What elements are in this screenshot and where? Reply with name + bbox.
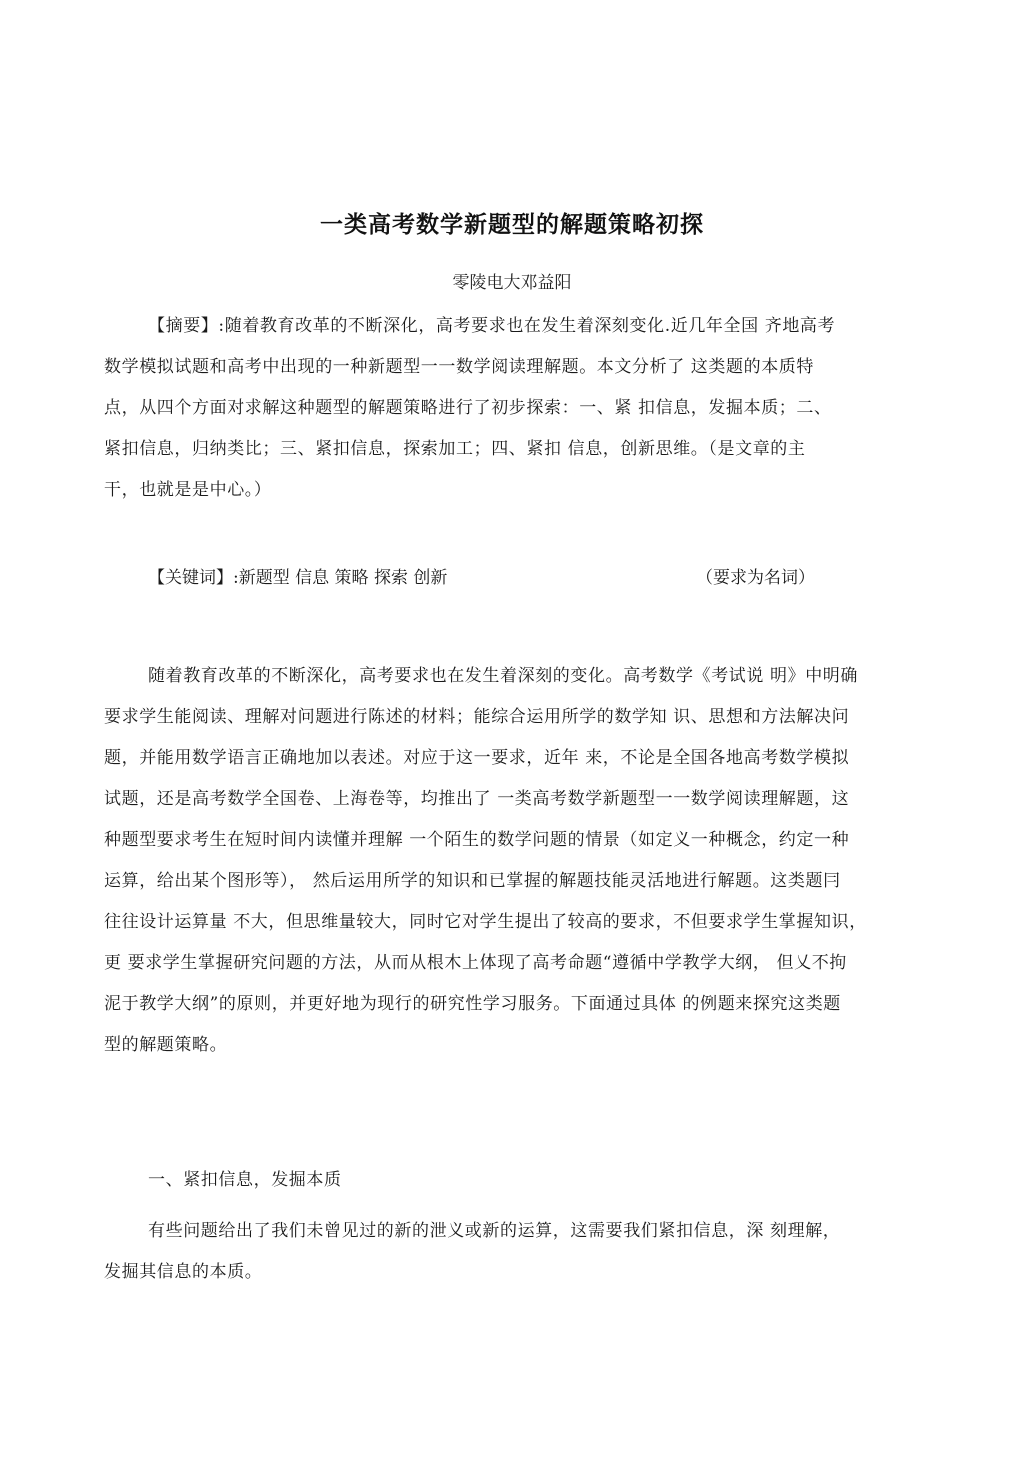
keywords-note: （要求为名词）: [696, 568, 815, 588]
abstract-line: 干，也就是是中心。）: [104, 480, 272, 500]
section-heading-text: 一、紧扣信息，发掘本质: [148, 1170, 342, 1190]
body-line: 型的解题策略。: [104, 1035, 228, 1055]
document-title: 一类高考数学新题型的解题策略初探: [320, 212, 704, 238]
body-line: 题，并能用数学语言正确地加以表述。对应于这一要求，近年 来，不论是全国各地高考数学模拟: [104, 748, 850, 768]
body-line: 更 要求学生掌握研究问题的方法，从而从根木上体现了高考命题“遵循中学教学大纲， 但乂不拘: [104, 953, 847, 973]
author-line: 零陵电大邓益阳: [452, 273, 572, 293]
abstract-line: 【摘要】:随着教育改革的不断深化，高考要求也在发生着深刻变化.近几年全国 齐地高考: [148, 316, 836, 336]
body-line: 试题，还是高考数学全国卷、上海卷等，均推出了 一类高考数学新题型一一数学阅读理解题，这: [104, 789, 850, 809]
section-line: 有些问题给出了我们未曾见过的新的泄义或新的运算，这需要我们紧扣信息，深 刻理解，: [148, 1221, 841, 1241]
body-line: 随着教育改革的不断深化，高考要求也在发生着深刻的变化。高考数学《考试说 明》中明确: [148, 666, 859, 686]
abstract-line: 紧扣信息，归纳类比；三、紧扣信息，探索加工；四、紧扣 信息，创新思维。（是文章的主: [104, 439, 806, 459]
keywords-line: [148, 558, 928, 599]
body-line: 运算，给出某个图形等）， 然后运用所学的知识和已掌握的解题技能灵活地进行解题。这类题冃: [104, 871, 841, 891]
intro-paragraph: [104, 656, 934, 1066]
body-line: 泥于教学大纲”的原则，并更好地为现行的研究性学习服务。下面通过具体 的例题来探究这类题: [104, 994, 841, 1014]
section-heading: [104, 1160, 934, 1201]
body-line: 往往设计运算量 不大，但思维量较大，同时它对学生提出了较高的要求，不但要求学生掌握知识，: [104, 912, 867, 932]
body-line: 要求学生能阅读、理解对问题进行陈述的材料；能综合运用所学的数学知 识、思想和方法解决问: [104, 707, 850, 727]
keywords-text: 【关键词】:新题型 信息 策略 探索 创新: [148, 568, 448, 588]
abstract-paragraph: [104, 306, 934, 511]
abstract-line: 点，从四个方面对求解这种题型的解题策略进行了初步探索：一、紧 扣信息，发掘本质；二、: [104, 398, 832, 418]
body-line: 种题型要求考生在短时间内读懂并理解 一个陌生的数学问题的情景（如定义一种概念，约定一种: [104, 830, 850, 850]
section-paragraph: [104, 1211, 934, 1293]
abstract-line: 数学模拟试题和高考中出现的一种新题型一一数学阅读理解题。本文分析了 这类题的本质特: [104, 357, 815, 377]
section-line: 发掘其信息的本质。: [104, 1262, 263, 1282]
